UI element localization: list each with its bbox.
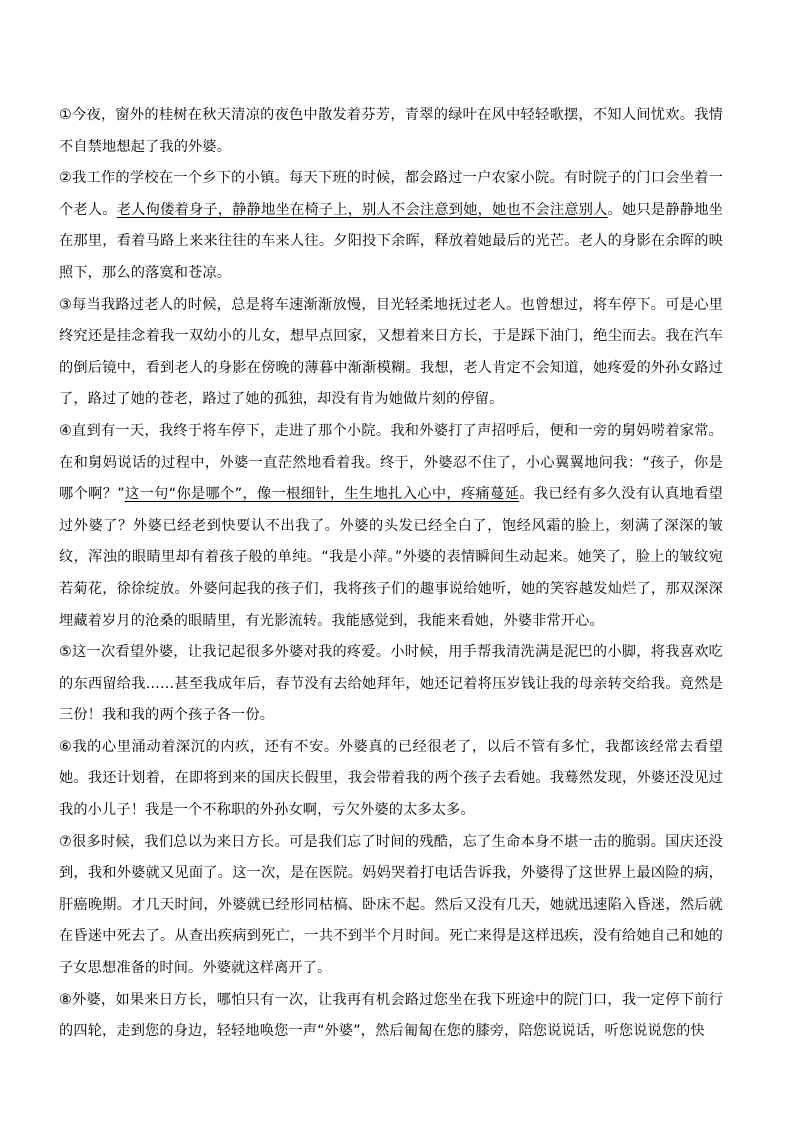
paragraph-8 xyxy=(59,985,723,1048)
paragraph-1-text: ①今夜，窗外的桂树在秋天清凉的夜色中散发着芬芳，青翠的绿叶在风中轻轻歌摆，不知人间忧欢。我情不自禁地想起了我的外婆。 xyxy=(59,107,723,155)
paragraph-1 xyxy=(59,100,723,163)
paragraph-8-text: ⑧外婆，如果来日方长，哪怕只有一次，让我再有机会路过您坐在我下班途中的院门口，我一定停下前行的四轮，走到您的身边，轻轻地唤您一声“外婆”，然后匍匐在您的膝旁，陪您说说话，听您说说您的快 xyxy=(59,991,723,1040)
paragraph-7 xyxy=(59,827,723,985)
paragraph-4-underlined-sentence: 这一句“你是哪个”，像一根细针，生生地扎入心中，疼痛蔓延 xyxy=(124,486,520,503)
paragraph-2-text-end: 。她只是静静地坐在那里，看着马路上来来往往的车来人往。夕阳投下余晖，释放着她最后的光芒。老人的身影在余晖的映照下，那么的落寞和苍凉。 xyxy=(59,201,723,281)
paragraph-3-text: ③每当我路过老人的时候，总是将车速渐渐放慢，目光轻柔地抚过老人。也曾想过，将车停下。可是心里终究还是挂念着我一双幼小的儿女，想早点回家，又想着来日方长，于是踩下油门，绝尘而去。我在汽车的倒后镜中，看到老人的身影在傍晚的薄暮中渐渐模糊。我想，老人肯定不会知道，她疼爱的外孙女路过了，路过了她的苍老，路过了她的孤独，却没有肯为她做片刻的停留。 xyxy=(59,296,723,408)
paragraph-4-text-start: ④直到有一天，我终于将车停下，走进了那个小院。我和外婆打了声招呼后，便和一旁的舅妈唠着家常。在和舅妈说话的过程中，外婆一直茫然地看着我。终于，外婆忍不住了，小心翼翼地问我：“孩子，你是哪个啊？” xyxy=(59,422,723,503)
paragraph-4-text-end: 。我已经有多久没有认真地看望过外婆了？外婆已经老到快要认不出我了。外婆的头发已经全白了，饱经风霜的脸上，刻满了深深的皱纹，浑浊的眼睛里却有着孩子般的单纯。“我是小萍。”外婆的表情瞬间生动起来。她笑了，脸上的皱纹宛若菊花，徐徐绽放。外婆问起我的孩子们，我将孩子们的趣事说给她听，她的笑容越发灿烂了，那双深深埋藏着岁月的沧桑的眼睛里，有光影流转。我能感觉到，我能来看她，外婆非常开心。 xyxy=(59,486,723,629)
paragraph-4 xyxy=(59,416,723,637)
paragraph-5 xyxy=(59,637,723,732)
paragraph-6 xyxy=(59,732,723,827)
paragraph-6-text: ⑥我的心里涌动着深沉的内疚，还有不安。外婆真的已经很老了，以后不管有多忙，我都该经常去看望她。我还计划着，在即将到来的国庆长假里，我会带着我的两个孩子去看她。我蓦然发现，外婆还没见过我的小儿子！我是一个不称职的外孙女啊，亏欠外婆的太多太多。 xyxy=(59,738,723,819)
paragraph-7-text: ⑦很多时候，我们总以为来日方长。可是我们忘了时间的残酷，忘了生命本身不堪一击的脆弱。国庆还没到，我和外婆就又见面了。这一次，是在医院。妈妈哭着打电话告诉我，外婆得了这世界上最凶险的病，肝癌晚期。才几天时间，外婆就已经形同枯槁、卧床不起。然后又没有几天，她就迅速陷入昏迷，然后就在昏迷中死去了。从查出疾病到死亡，一共不到半个月时间。死亡来得是这样迅疾，没有给她自己和她的子女思想准备的时间。外婆就这样离开了。 xyxy=(59,833,723,977)
paragraph-5-text: ⑤这一次看望外婆，让我记起很多外婆对我的疼爱。小时候，用手帮我清洗满是泥巴的小脚，将我喜欢吃的东西留给我……甚至我成年后，春节没有去给她拜年，她还记着将压岁钱让我的母亲转交给我。竟然是三份！我和我的两个孩子各一份。 xyxy=(59,644,723,724)
paragraph-2-underlined-sentence: 老人佝偻着身子，静静地坐在椅子上，别人不会注意到她，她也不会注意别人 xyxy=(116,201,608,218)
paragraph-2 xyxy=(59,163,723,289)
paragraph-3 xyxy=(59,290,723,416)
essay-body xyxy=(59,100,723,1048)
paragraph-2-text-start: ②我工作的学校在一个乡下的小镇。每天下班的时候，都会路过一户农家小院。有时院子的门口会坐着一个老人。 xyxy=(59,170,723,218)
